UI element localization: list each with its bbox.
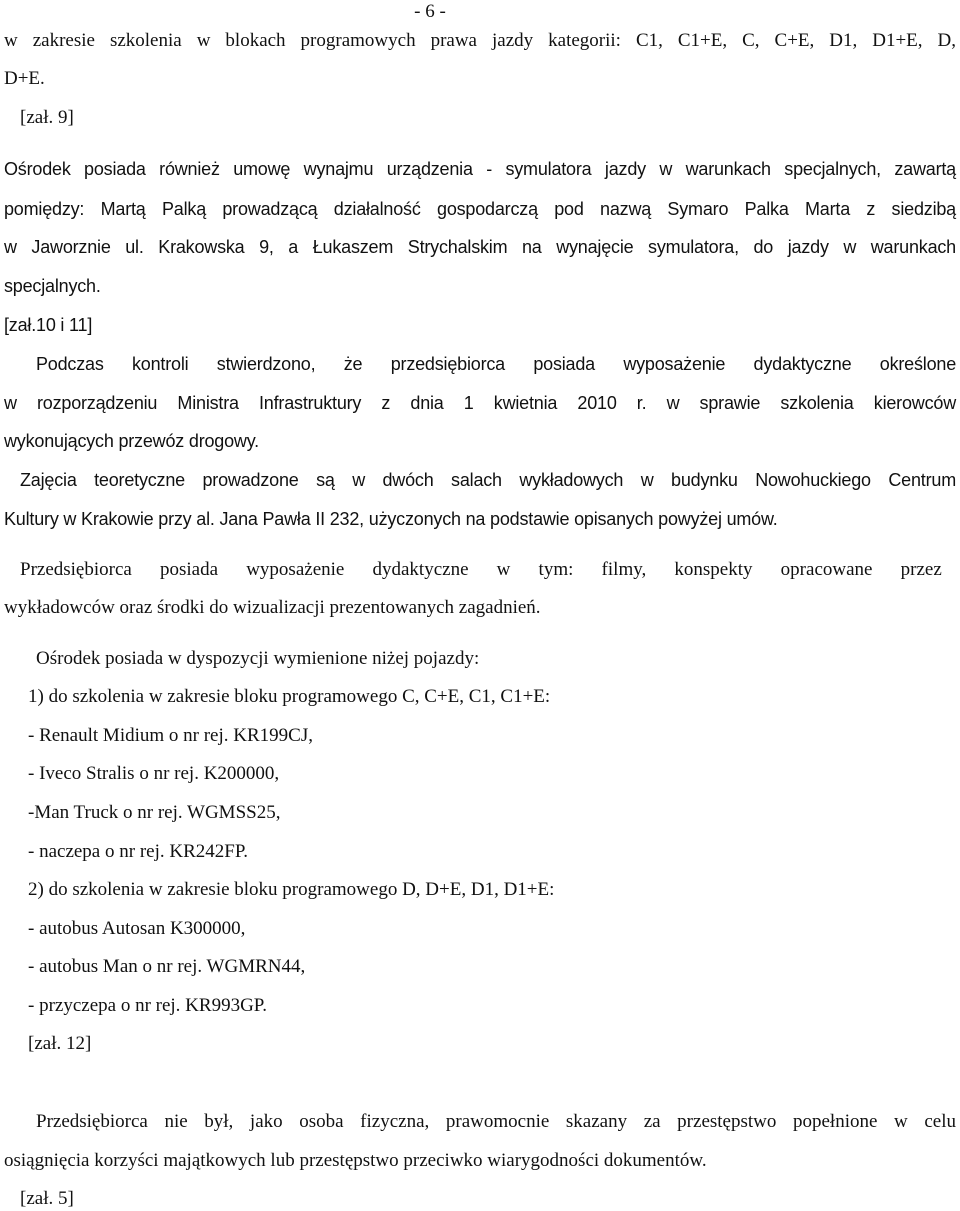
vehicle-group-1-title: 1) do szkolenia w zakresie bloku programowego C, C+E, C1, C1+E: xyxy=(28,686,551,707)
paragraph-4-line-2: Kultury w Krakowie przy al. Jana Pawła II 232, użyczonych na podstawie opisanych powyżej umów. xyxy=(4,509,778,529)
paragraph-1-line-1: w zakresie szkolenia w blokach programowych prawa jazdy kategorii: C1, C1+E, C, C+E, D1, D1+E, D, xyxy=(4,30,956,51)
annex-reference-5: [zał. 5] xyxy=(20,1188,74,1209)
page-number: - 6 - xyxy=(414,1,446,22)
annex-reference-9: [zał. 9] xyxy=(20,107,74,128)
vehicle-item: - przyczepa o nr rej. KR993GP. xyxy=(28,995,268,1016)
paragraph-3-line-2: w rozporządzeniu Ministra Infrastruktury z dnia 1 kwietnia 2010 r. w sprawie szkolenia kierowców xyxy=(4,393,956,413)
annex-reference-10-11: [zał.10 i 11] xyxy=(4,315,93,335)
paragraph-6-line-2: osiągnięcia korzyści majątkowych lub przestępstwo przeciwko wiarygodności dokumentów. xyxy=(4,1150,707,1171)
paragraph-3-line-3: wykonujących przewóz drogowy. xyxy=(4,431,259,451)
paragraph-2-line-4: specjalnych. xyxy=(4,276,101,296)
vehicle-item: - autobus Autosan K300000, xyxy=(28,918,246,939)
paragraph-3-line-1: Podczas kontroli stwierdzono, że przedsiębiorca posiada wyposażenie dydaktyczne określone xyxy=(36,354,956,374)
vehicle-item: -Man Truck o nr rej. WGMSS25, xyxy=(28,802,281,823)
paragraph-5-line-2: wykładowców oraz środki do wizualizacji prezentowanych zagadnień. xyxy=(4,597,541,618)
paragraph-2-line-3: w Jaworznie ul. Krakowska 9, a Łukaszem Strychalskim na wynajęcie symulatora, do jazdy w warunkach xyxy=(4,237,956,257)
vehicle-item: - autobus Man o nr rej. WGMRN44, xyxy=(28,956,306,977)
paragraph-1-line-2: D+E. xyxy=(4,68,45,89)
vehicle-item: - naczepa o nr rej. KR242FP. xyxy=(28,841,249,862)
paragraph-5-line-1: Przedsiębiorca posiada wyposażenie dydaktyczne w tym: filmy, konspekty opracowane przez xyxy=(20,559,942,580)
vehicle-group-2-title: 2) do szkolenia w zakresie bloku programowego D, D+E, D1, D1+E: xyxy=(28,879,555,900)
annex-reference-12: [zał. 12] xyxy=(28,1033,92,1054)
paragraph-2-line-1: Ośrodek posiada również umowę wynajmu urządzenia - symulatora jazdy w warunkach specjalnych, zawartą xyxy=(4,159,956,179)
vehicle-item: - Renault Midium o nr rej. KR199CJ, xyxy=(28,725,313,746)
vehicle-item: - Iveco Stralis o nr rej. K200000, xyxy=(28,763,280,784)
paragraph-2-line-2: pomiędzy: Martą Palką prowadzącą działalność gospodarczą pod nazwą Symaro Palka Marta z siedzibą xyxy=(4,199,956,219)
paragraph-6-line-1: Przedsiębiorca nie był, jako osoba fizyczna, prawomocnie skazany za przestępstwo popełnione w celu xyxy=(36,1111,956,1132)
paragraph-4-line-1: Zajęcia teoretyczne prowadzone są w dwóch salach wykładowych w budynku Nowohuckiego Centrum xyxy=(20,470,956,490)
vehicles-intro: Ośrodek posiada w dyspozycji wymienione niżej pojazdy: xyxy=(36,648,480,669)
